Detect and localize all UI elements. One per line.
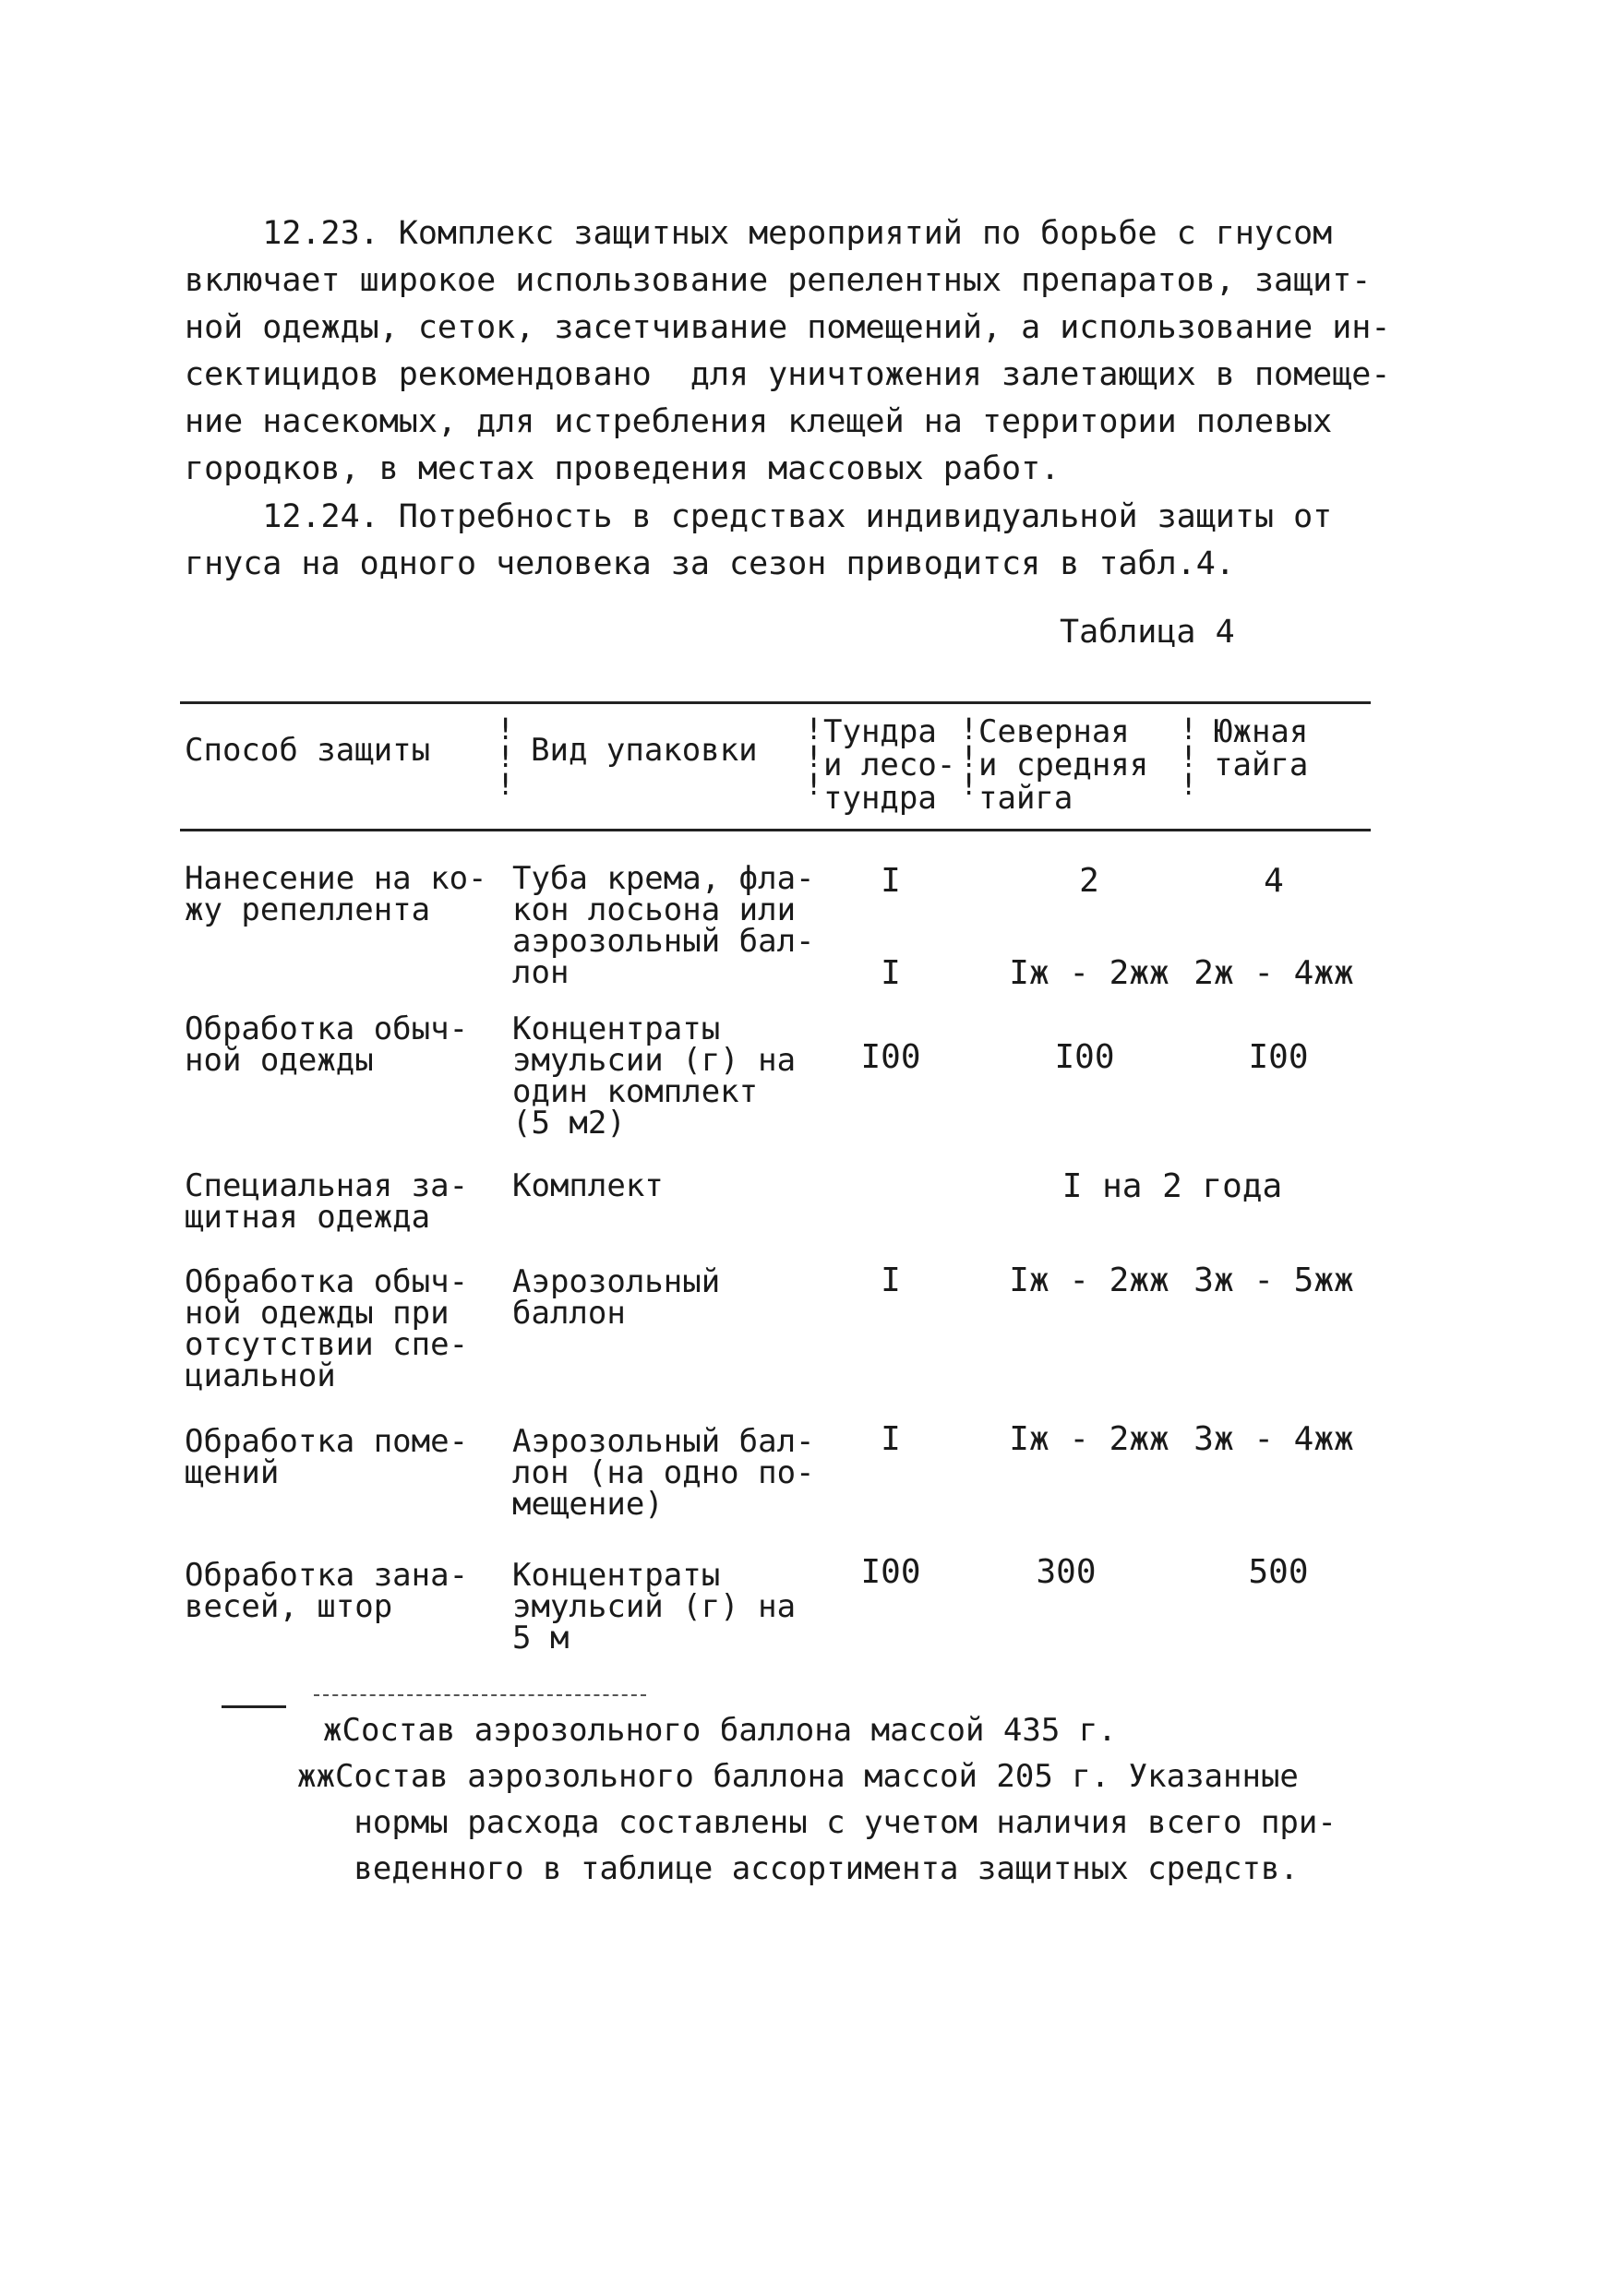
row-4-north-taiga: Iж - 2жж (1009, 1262, 1169, 1299)
row-1-package: Туба крема, фла- кон лосьона или аэрозольный бал- лон (512, 860, 815, 991)
row-5-package: Аэрозольный бал- лон (на одно по- мещение) (512, 1423, 815, 1523)
row-1-tundra: I I (881, 862, 901, 992)
text-line: сектицидов рекомендовано для уничтожения залетающих в помеще- (185, 356, 1391, 393)
text-line: 12.24. Потребность в средствах индивидуальной защиты от (185, 498, 1333, 535)
row-3-package: Комплект (512, 1167, 664, 1204)
row-4-method: Обработка обыч- ной одежды при отсутствии спе- циальной (185, 1263, 469, 1394)
row-4-package: Аэрозольный баллон (512, 1263, 721, 1332)
text-line: включает широкое использование репелентных препаратов, защит- (185, 262, 1372, 299)
header-method: Способ защиты (185, 732, 431, 769)
row-6-package: Концентраты эмульсий (г) на 5 м (512, 1557, 797, 1656)
row-3-method: Специальная за- щитная одежда (185, 1167, 469, 1236)
row-6-method: Обработка зана- весей, штор (185, 1557, 469, 1625)
column-separator: ! ! ! (497, 712, 515, 802)
footnote-1: жСостав аэрозольного баллона массой 435 г. (323, 1712, 1117, 1749)
row-4-south-taiga: 3ж - 5жж (1193, 1262, 1354, 1299)
row-2-south-taiga: I00 (1248, 1038, 1309, 1076)
row-5-tundra: I (881, 1420, 901, 1458)
footnote-2-line: жжСостав аэрозольного баллона массой 205 г. Указанные (297, 1758, 1299, 1795)
row-2-north-taiga: I00 (1054, 1038, 1115, 1076)
table-caption: Таблица 4 (1060, 614, 1235, 651)
footnote-rule (222, 1705, 286, 1708)
paragraph-12-24 (185, 494, 1412, 588)
footnote-2-line: нормы расхода составлены с учетом наличия всего при- (297, 1804, 1337, 1841)
text-line: ной одежды, сеток, засетчивание помещений, а использование ин- (185, 309, 1391, 346)
row-5-method: Обработка поме- щений (185, 1423, 469, 1491)
row-2-tundra: I00 (860, 1038, 921, 1076)
row-1-method: Нанесение на ко- жу репеллента (185, 860, 487, 928)
row-1-north-taiga: 2 Iж - 2жж (1009, 862, 1169, 992)
column-separator: ! ! ! (1180, 712, 1198, 802)
paragraph-12-23 (185, 210, 1412, 493)
header-package: Вид упаковки (531, 732, 758, 769)
header-north-middle-taiga: Северная и средняя тайга (978, 713, 1149, 817)
table-header-rule (180, 829, 1371, 831)
row-2-package: Концентраты эмульсии (г) на один комплект (5 м2) (512, 1010, 797, 1142)
column-separator: ! ! ! (805, 712, 823, 802)
row-6-south-taiga: 500 (1248, 1553, 1309, 1591)
footnote-rule-faint (314, 1694, 646, 1696)
text-line: ние насекомых, для истребления клещей на территории полевых (185, 403, 1333, 440)
row-6-tundra: I00 (860, 1553, 921, 1591)
header-south-taiga: Южная тайга (1214, 713, 1309, 783)
row-4-tundra: I (881, 1262, 901, 1299)
text-line: 12.23. Комплекс защитных мероприятий по борьбе с гнусом (185, 215, 1333, 252)
column-separator: ! ! ! (960, 712, 978, 802)
table-top-rule (180, 701, 1371, 704)
header-tundra: Тундра и лесо- тундра (823, 713, 956, 817)
row-2-method: Обработка обыч- ной одежды (185, 1010, 469, 1079)
footnote-2-line: веденного в таблице ассортимента защитных средств. (297, 1850, 1299, 1887)
row-5-south-taiga: 3ж - 4жж (1193, 1420, 1354, 1458)
row-5-north-taiga: Iж - 2жж (1009, 1420, 1169, 1458)
row-3-value-span: I на 2 года (1061, 1167, 1283, 1205)
row-6-north-taiga: 300 (1036, 1553, 1097, 1591)
text-line: городков, в местах проведения массовых работ. (185, 450, 1061, 487)
row-1-south-taiga: 4 2ж - 4жж (1193, 862, 1354, 992)
text-line: гнуса на одного человека за сезон приводится в табл.4. (185, 545, 1235, 582)
